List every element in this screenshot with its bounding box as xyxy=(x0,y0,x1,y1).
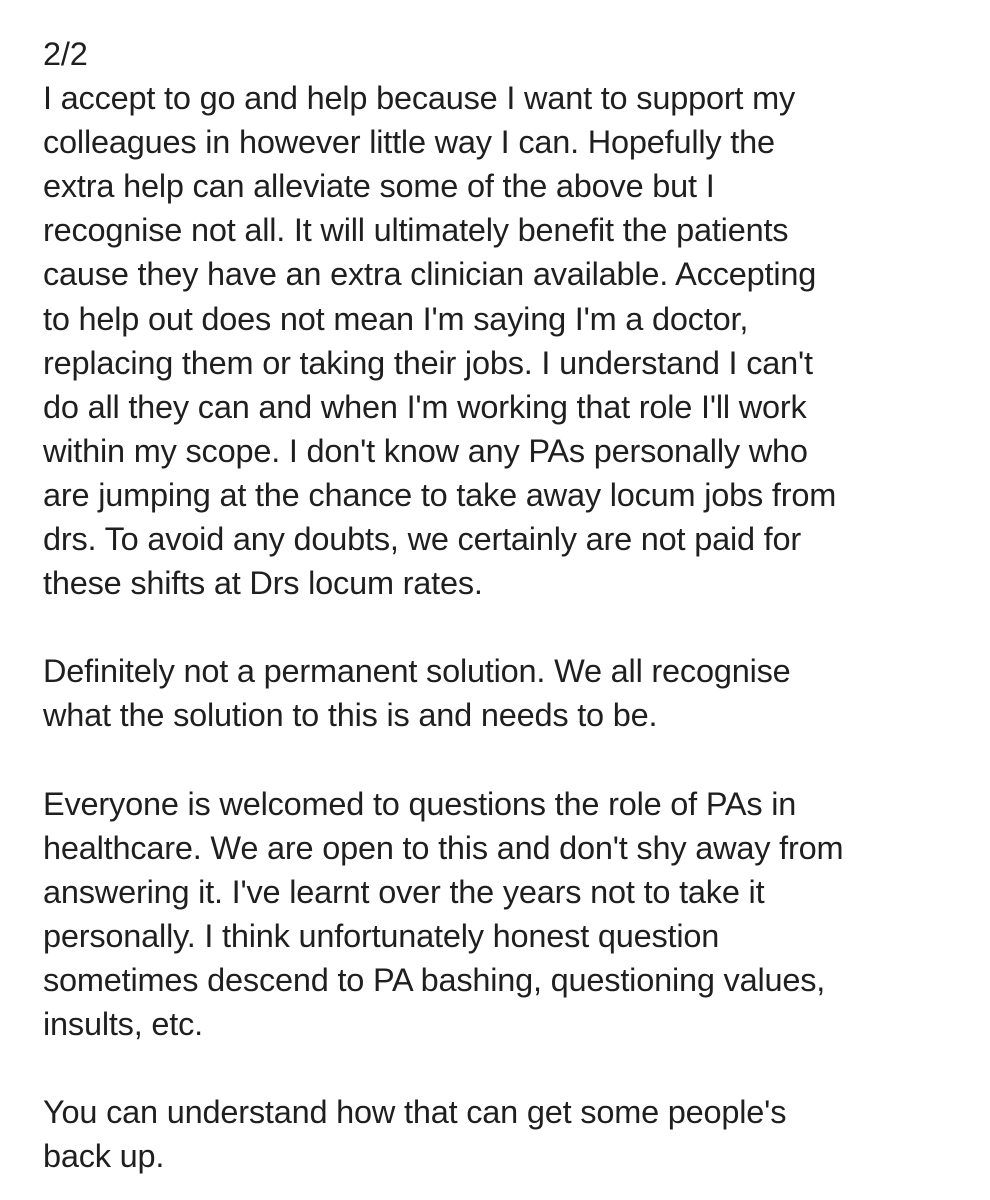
text-line: healthcare. We are open to this and don't shy away from xyxy=(43,829,844,866)
text-line: within my scope. I don't know any PAs personally who xyxy=(43,432,808,469)
text-line: extra help can alleviate some of the above but I xyxy=(43,168,715,205)
page-counter: 2/2 xyxy=(43,36,88,72)
text-line: cause they have an extra clinician available. Accepting xyxy=(43,256,817,293)
text-line: You can understand how that can get some people's xyxy=(43,1094,787,1131)
text-line: I accept to go and help because I want to support my xyxy=(43,80,796,117)
paragraph-2 xyxy=(43,649,973,737)
text-line: to help out does not mean I'm saying I'm a doctor, xyxy=(43,300,749,337)
paragraph-spacer xyxy=(43,605,973,649)
paragraph-spacer xyxy=(43,1046,973,1090)
text-line: replacing them or taking their jobs. I understand I can't xyxy=(43,344,813,381)
text-line: sometimes descend to PA bashing, questioning values, xyxy=(43,961,826,998)
text-line: answering it. I've learnt over the years not to take it xyxy=(43,873,765,910)
text-line: do all they can and when I'm working that role I'll work xyxy=(43,388,807,425)
paragraph-4 xyxy=(43,1090,973,1178)
note-body xyxy=(43,32,973,1178)
text-line: back up. xyxy=(43,1138,165,1175)
paragraph-1 xyxy=(43,76,973,605)
paragraph-spacer xyxy=(43,738,973,782)
text-line: these shifts at Drs locum rates. xyxy=(43,565,483,602)
text-line: Everyone is welcomed to questions the role of PAs in xyxy=(43,785,797,822)
paragraph-3 xyxy=(43,782,973,1047)
text-line: insults, etc. xyxy=(43,1006,203,1043)
text-line: what the solution to this is and needs to be. xyxy=(43,697,658,734)
text-line: colleagues in however little way I can. Hopefully the xyxy=(43,124,775,161)
text-line: are jumping at the chance to take away locum jobs from xyxy=(43,476,837,513)
text-line: recognise not all. It will ultimately benefit the patients xyxy=(43,212,789,249)
text-line: personally. I think unfortunately honest question xyxy=(43,917,720,954)
text-line: Definitely not a permanent solution. We all recognise xyxy=(43,653,791,690)
text-line: drs. To avoid any doubts, we certainly are not paid for xyxy=(43,521,802,558)
